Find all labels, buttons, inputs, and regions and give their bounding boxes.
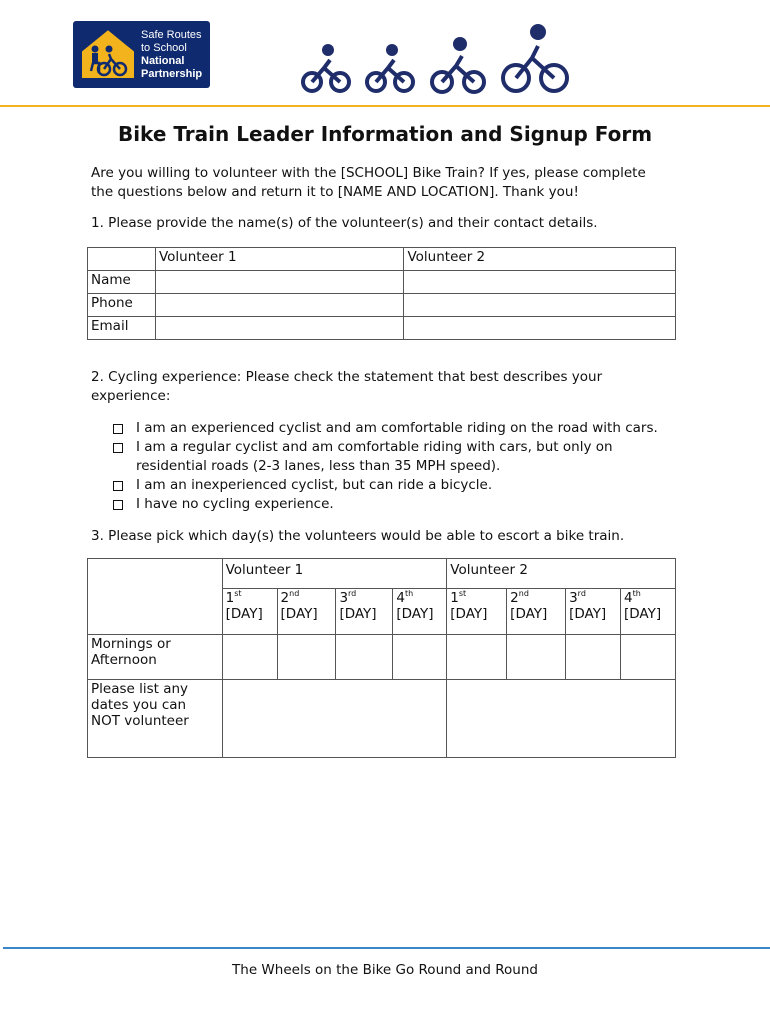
school-crossing-sign-icon bbox=[79, 27, 137, 81]
day-placeholder: [DAY] bbox=[280, 606, 318, 622]
page-title: Bike Train Leader Information and Signup Form bbox=[117, 122, 653, 146]
question-1: 1. Please provide the name(s) of the volunteer(s) and their contact details. bbox=[91, 215, 598, 231]
table-row bbox=[88, 271, 676, 294]
day-placeholder: [DAY] bbox=[450, 606, 488, 622]
availability-cell[interactable] bbox=[566, 635, 621, 680]
day-header bbox=[507, 589, 566, 635]
day-ordinal: 1 bbox=[225, 590, 235, 606]
availability-cell[interactable] bbox=[336, 635, 393, 680]
day-header bbox=[393, 589, 447, 635]
day-ordinal: 3 bbox=[339, 590, 349, 606]
day-ordinal-suffix: th bbox=[404, 589, 414, 598]
day-ordinal-suffix: rd bbox=[577, 589, 586, 598]
day-placeholder: [DAY] bbox=[569, 606, 607, 622]
day-ordinal: 2 bbox=[510, 590, 519, 606]
row-label: Name bbox=[88, 271, 156, 294]
srts-logo bbox=[73, 21, 210, 88]
cyclist-4-icon bbox=[503, 24, 567, 91]
row-label bbox=[88, 635, 223, 680]
row-label: Email bbox=[88, 317, 156, 340]
email-volunteer-2-field[interactable] bbox=[404, 317, 676, 340]
row-label-line: Afternoon bbox=[91, 652, 157, 668]
day-header bbox=[277, 589, 336, 635]
logo-line: National bbox=[141, 55, 185, 67]
column-header: Volunteer 1 bbox=[155, 248, 404, 271]
table-row bbox=[88, 294, 676, 317]
cyclist-1-icon bbox=[303, 44, 349, 91]
table-row bbox=[88, 559, 676, 589]
table-cell-empty bbox=[88, 559, 223, 635]
day-placeholder: [DAY] bbox=[396, 606, 434, 622]
checkbox-icon[interactable] bbox=[113, 424, 123, 434]
availability-cell[interactable] bbox=[621, 635, 676, 680]
day-header bbox=[447, 589, 507, 635]
checkbox-icon[interactable] bbox=[113, 481, 123, 491]
option-label: I am an experienced cyclist and am comfortable riding on the road with cars. bbox=[136, 420, 658, 436]
column-header: Volunteer 2 bbox=[447, 559, 676, 589]
day-header bbox=[566, 589, 621, 635]
column-header: Volunteer 1 bbox=[222, 559, 447, 589]
name-volunteer-2-field[interactable] bbox=[404, 271, 676, 294]
day-ordinal-suffix: nd bbox=[518, 589, 529, 598]
day-ordinal-suffix: th bbox=[632, 589, 641, 598]
unavailable-dates-volunteer-1-field[interactable] bbox=[222, 680, 447, 758]
day-header bbox=[621, 589, 676, 635]
question-3: 3. Please pick which day(s) the volunteers would be able to escort a bike train. bbox=[91, 528, 625, 544]
option-label: I have no cycling experience. bbox=[136, 496, 334, 512]
phone-volunteer-1-field[interactable] bbox=[155, 294, 404, 317]
logo-line: Safe Routes bbox=[141, 29, 202, 41]
logo-line: Partnership bbox=[141, 68, 203, 80]
footer-text: The Wheels on the Bike Go Round and Round bbox=[232, 962, 538, 978]
day-placeholder: [DAY] bbox=[624, 606, 662, 622]
intro-line: the questions below and return it to [NAME AND LOCATION]. Thank you! bbox=[91, 184, 579, 200]
day-placeholder: [DAY] bbox=[225, 606, 263, 622]
logo-text bbox=[141, 29, 202, 81]
phone-volunteer-2-field[interactable] bbox=[404, 294, 676, 317]
day-ordinal: 2 bbox=[280, 590, 290, 606]
name-volunteer-1-field[interactable] bbox=[155, 271, 404, 294]
row-label-line: dates you can bbox=[91, 697, 187, 713]
row-label bbox=[88, 680, 223, 758]
question-2-line: 2. Cycling experience: Please check the statement that best describes your bbox=[91, 369, 603, 385]
availability-cell[interactable] bbox=[447, 635, 507, 680]
logo-line: to School bbox=[141, 42, 187, 54]
cyclists-illustration bbox=[298, 20, 574, 96]
day-placeholder: [DAY] bbox=[510, 606, 548, 622]
day-ordinal-suffix: st bbox=[458, 589, 467, 598]
day-ordinal: 4 bbox=[396, 590, 405, 606]
table-row bbox=[88, 680, 676, 758]
cyclist-3-icon bbox=[432, 37, 484, 92]
header-divider bbox=[0, 105, 770, 107]
intro-line: Are you willing to volunteer with the [SCHOOL] Bike Train? If yes, please complete bbox=[91, 165, 646, 181]
checkbox-icon[interactable] bbox=[113, 443, 123, 453]
unavailable-dates-volunteer-2-field[interactable] bbox=[447, 680, 676, 758]
day-placeholder: [DAY] bbox=[339, 606, 377, 622]
row-label-line: Please list any bbox=[91, 681, 189, 697]
day-header bbox=[336, 589, 393, 635]
table-row bbox=[88, 317, 676, 340]
day-header bbox=[222, 589, 277, 635]
option-label: I am an inexperienced cyclist, but can ride a bicycle. bbox=[136, 477, 493, 493]
option-label: I am a regular cyclist and am comfortable riding with cars, but only on bbox=[136, 439, 613, 455]
day-ordinal-suffix: st bbox=[234, 589, 242, 598]
table-row bbox=[88, 248, 676, 271]
question-2-line: experience: bbox=[91, 388, 171, 404]
day-ordinal-suffix: rd bbox=[348, 589, 357, 598]
availability-cell[interactable] bbox=[222, 635, 277, 680]
availability-cell[interactable] bbox=[393, 635, 447, 680]
day-ordinal-suffix: nd bbox=[289, 589, 300, 598]
table-row bbox=[88, 635, 676, 680]
cyclist-2-icon bbox=[367, 44, 413, 91]
day-ordinal: 3 bbox=[569, 590, 578, 606]
availability-table bbox=[87, 558, 676, 758]
footer-divider bbox=[3, 947, 770, 949]
row-label: Phone bbox=[88, 294, 156, 317]
availability-cell[interactable] bbox=[507, 635, 566, 680]
day-ordinal: 4 bbox=[624, 590, 633, 606]
column-header: Volunteer 2 bbox=[404, 248, 676, 271]
row-label-line: Mornings or bbox=[91, 636, 171, 652]
day-ordinal: 1 bbox=[450, 590, 459, 606]
volunteer-contact-table bbox=[87, 247, 676, 340]
row-label-line: NOT volunteer bbox=[91, 713, 189, 729]
availability-cell[interactable] bbox=[277, 635, 336, 680]
table-cell-empty bbox=[88, 248, 156, 271]
option-label: residential roads (2-3 lanes, less than 35 MPH speed). bbox=[136, 458, 501, 474]
email-volunteer-1-field[interactable] bbox=[155, 317, 404, 340]
checkbox-icon[interactable] bbox=[113, 500, 123, 510]
